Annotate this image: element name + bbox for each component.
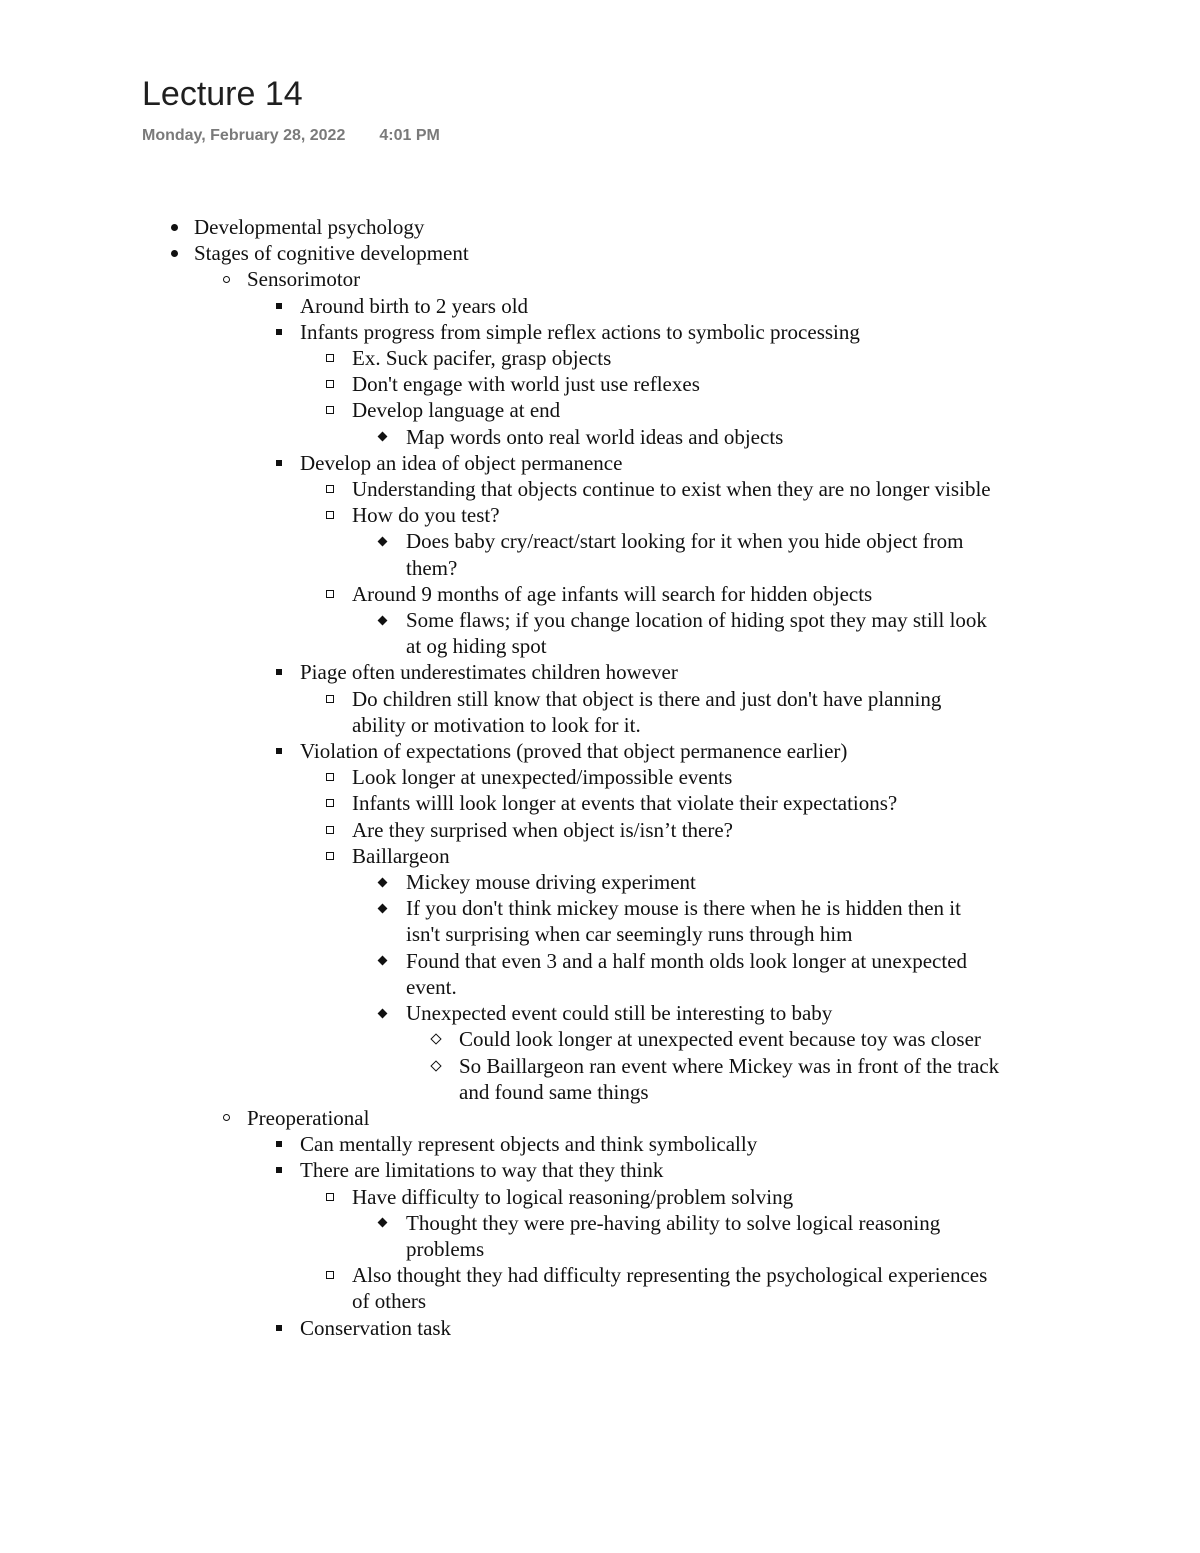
hollow-diamond-bullet-icon — [426, 1026, 446, 1052]
hollow-square-bullet-icon — [320, 1184, 340, 1210]
outline-item — [0, 1131, 1200, 1157]
outline-item — [0, 1000, 1200, 1026]
filled-square-bullet-icon — [269, 319, 289, 345]
filled-square-bullet-icon — [269, 450, 289, 476]
hollow-circle-bullet-icon — [216, 1105, 236, 1131]
hollow-square-bullet-icon — [320, 371, 340, 397]
filled-diamond-bullet-icon — [372, 1210, 392, 1236]
outline-item-text: Infants progress from simple reflex actions to symbolic processing — [300, 319, 860, 344]
outline-item-text: Develop an idea of object permanence — [300, 450, 623, 475]
hollow-square-bullet-icon — [320, 843, 340, 869]
outline-item-text: So Baillargeon ran event where Mickey was in front of the track and found same things — [459, 1053, 1000, 1104]
outline-item — [0, 1053, 1200, 1105]
outline-item — [0, 1157, 1200, 1183]
outline-item-text: There are limitations to way that they think — [300, 1158, 664, 1183]
outline-item-text: Can mentally represent objects and think symbolically — [300, 1132, 758, 1157]
hollow-square-bullet-icon — [320, 1262, 340, 1288]
outline-item — [0, 1026, 1200, 1052]
filled-diamond-bullet-icon — [372, 424, 392, 450]
outline-item-text: Unexpected event could still be interesting to baby — [406, 1001, 833, 1026]
outline-item — [0, 1105, 1200, 1131]
outline-item-text: Have difficulty to logical reasoning/problem solving — [352, 1184, 794, 1209]
outline-item-text: Understanding that objects continue to exist when they are no longer visible — [352, 477, 991, 502]
filled-circle-bullet-icon — [164, 214, 184, 240]
outline-item-text: Sensorimotor — [247, 267, 361, 292]
outline-item-text: Are they surprised when object is/isn’t there? — [352, 817, 734, 842]
outline-item-text: If you don't think mickey mouse is there when he is hidden then it isn't surprising when car seemingly runs through him — [406, 896, 961, 947]
outline-item — [0, 869, 1200, 895]
outline-item — [0, 607, 1200, 659]
filled-diamond-bullet-icon — [372, 528, 392, 554]
filled-square-bullet-icon — [269, 1157, 289, 1183]
outline-item — [0, 843, 1200, 869]
hollow-diamond-bullet-icon — [426, 1053, 446, 1079]
note-timestamp — [142, 127, 440, 145]
outline-item-text: Could look longer at unexpected event because toy was closer — [459, 1027, 981, 1052]
outline-item — [0, 397, 1200, 423]
outline-item — [0, 476, 1200, 502]
filled-square-bullet-icon — [269, 659, 289, 685]
outline-item-text: Violation of expectations (proved that object permanence earlier) — [300, 739, 848, 764]
outline-item — [0, 686, 1200, 738]
filled-diamond-bullet-icon — [372, 869, 392, 895]
outline-item-text: Infants willl look longer at events that violate their expectations? — [352, 791, 898, 816]
filled-diamond-bullet-icon — [372, 607, 392, 633]
hollow-square-bullet-icon — [320, 476, 340, 502]
hollow-square-bullet-icon — [320, 790, 340, 816]
outline-item — [0, 502, 1200, 528]
outline-item-text: Develop language at end — [352, 398, 561, 423]
hollow-square-bullet-icon — [320, 397, 340, 423]
hollow-square-bullet-icon — [320, 764, 340, 790]
outline-item — [0, 1262, 1200, 1314]
hollow-square-bullet-icon — [320, 686, 340, 712]
outline-item-text: Don't engage with world just use reflexes — [352, 372, 700, 397]
outline-item — [0, 345, 1200, 371]
outline-item-text: Do children still know that object is there and just don't have planning ability or motivation to look for it. — [352, 686, 942, 737]
filled-square-bullet-icon — [269, 1315, 289, 1341]
page-title: Lecture 14 — [142, 75, 303, 113]
outline-item-text: Developmental psychology — [194, 215, 425, 239]
outline-item-text: Around 9 months of age infants will search for hidden objects — [352, 581, 873, 606]
outline-item — [0, 790, 1200, 816]
outline-item — [0, 659, 1200, 685]
hollow-square-bullet-icon — [320, 581, 340, 607]
outline-item — [0, 1184, 1200, 1210]
filled-circle-bullet-icon — [164, 240, 184, 266]
outline-item-text: Does baby cry/react/start looking for it when you hide object from them? — [406, 529, 964, 580]
outline-item-text: Found that even 3 and a half month olds look longer at unexpected event. — [406, 948, 968, 999]
outline-item-text: Ex. Suck pacifer, grasp objects — [352, 346, 612, 371]
hollow-square-bullet-icon — [320, 502, 340, 528]
filled-square-bullet-icon — [269, 293, 289, 319]
outline-item — [0, 528, 1200, 580]
outline-item — [0, 581, 1200, 607]
outline-item-text: Around birth to 2 years old — [300, 293, 529, 318]
outline-item — [0, 738, 1200, 764]
outline-item — [0, 293, 1200, 319]
filled-square-bullet-icon — [269, 1131, 289, 1157]
outline-item — [0, 266, 1200, 292]
outline-item — [0, 240, 1200, 266]
outline-item-text: Preoperational — [247, 1105, 370, 1130]
filled-diamond-bullet-icon — [372, 948, 392, 974]
outline-item — [0, 450, 1200, 476]
outline-item-text: Piage often underestimates children however — [300, 660, 678, 685]
outline-item-text: Some flaws; if you change location of hiding spot they may still look at og hiding spot — [406, 608, 987, 659]
outline-item-text: Also thought they had difficulty representing the psychological experiences of others — [352, 1263, 988, 1314]
note-time: 4:01 PM — [379, 127, 440, 144]
outline-item-text: Baillargeon — [352, 843, 450, 868]
filled-diamond-bullet-icon — [372, 1000, 392, 1026]
outline-item — [0, 1210, 1200, 1262]
outline-item — [0, 319, 1200, 345]
hollow-square-bullet-icon — [320, 345, 340, 371]
outline-item-text: Conservation task — [300, 1315, 452, 1340]
outline-item — [0, 948, 1200, 1000]
outline-item — [0, 214, 1200, 240]
outline-item-text: Look longer at unexpected/impossible events — [352, 765, 733, 790]
filled-diamond-bullet-icon — [372, 895, 392, 921]
outline-item — [0, 424, 1200, 450]
hollow-square-bullet-icon — [320, 817, 340, 843]
outline-item — [0, 764, 1200, 790]
outline-item — [0, 371, 1200, 397]
filled-square-bullet-icon — [269, 738, 289, 764]
outline-item — [0, 895, 1200, 947]
outline-item-text: How do you test? — [352, 503, 500, 528]
outline-item — [0, 1315, 1200, 1341]
hollow-circle-bullet-icon — [216, 266, 236, 292]
outline-item-text: Mickey mouse driving experiment — [406, 870, 696, 895]
outline-item-text: Thought they were pre-having ability to solve logical reasoning problems — [406, 1210, 941, 1261]
note-date: Monday, February 28, 2022 — [142, 127, 346, 144]
outline-item-text: Map words onto real world ideas and objects — [406, 424, 784, 449]
note-outline — [0, 214, 1200, 1341]
outline-item-text: Stages of cognitive development — [194, 241, 469, 266]
outline-item — [0, 817, 1200, 843]
